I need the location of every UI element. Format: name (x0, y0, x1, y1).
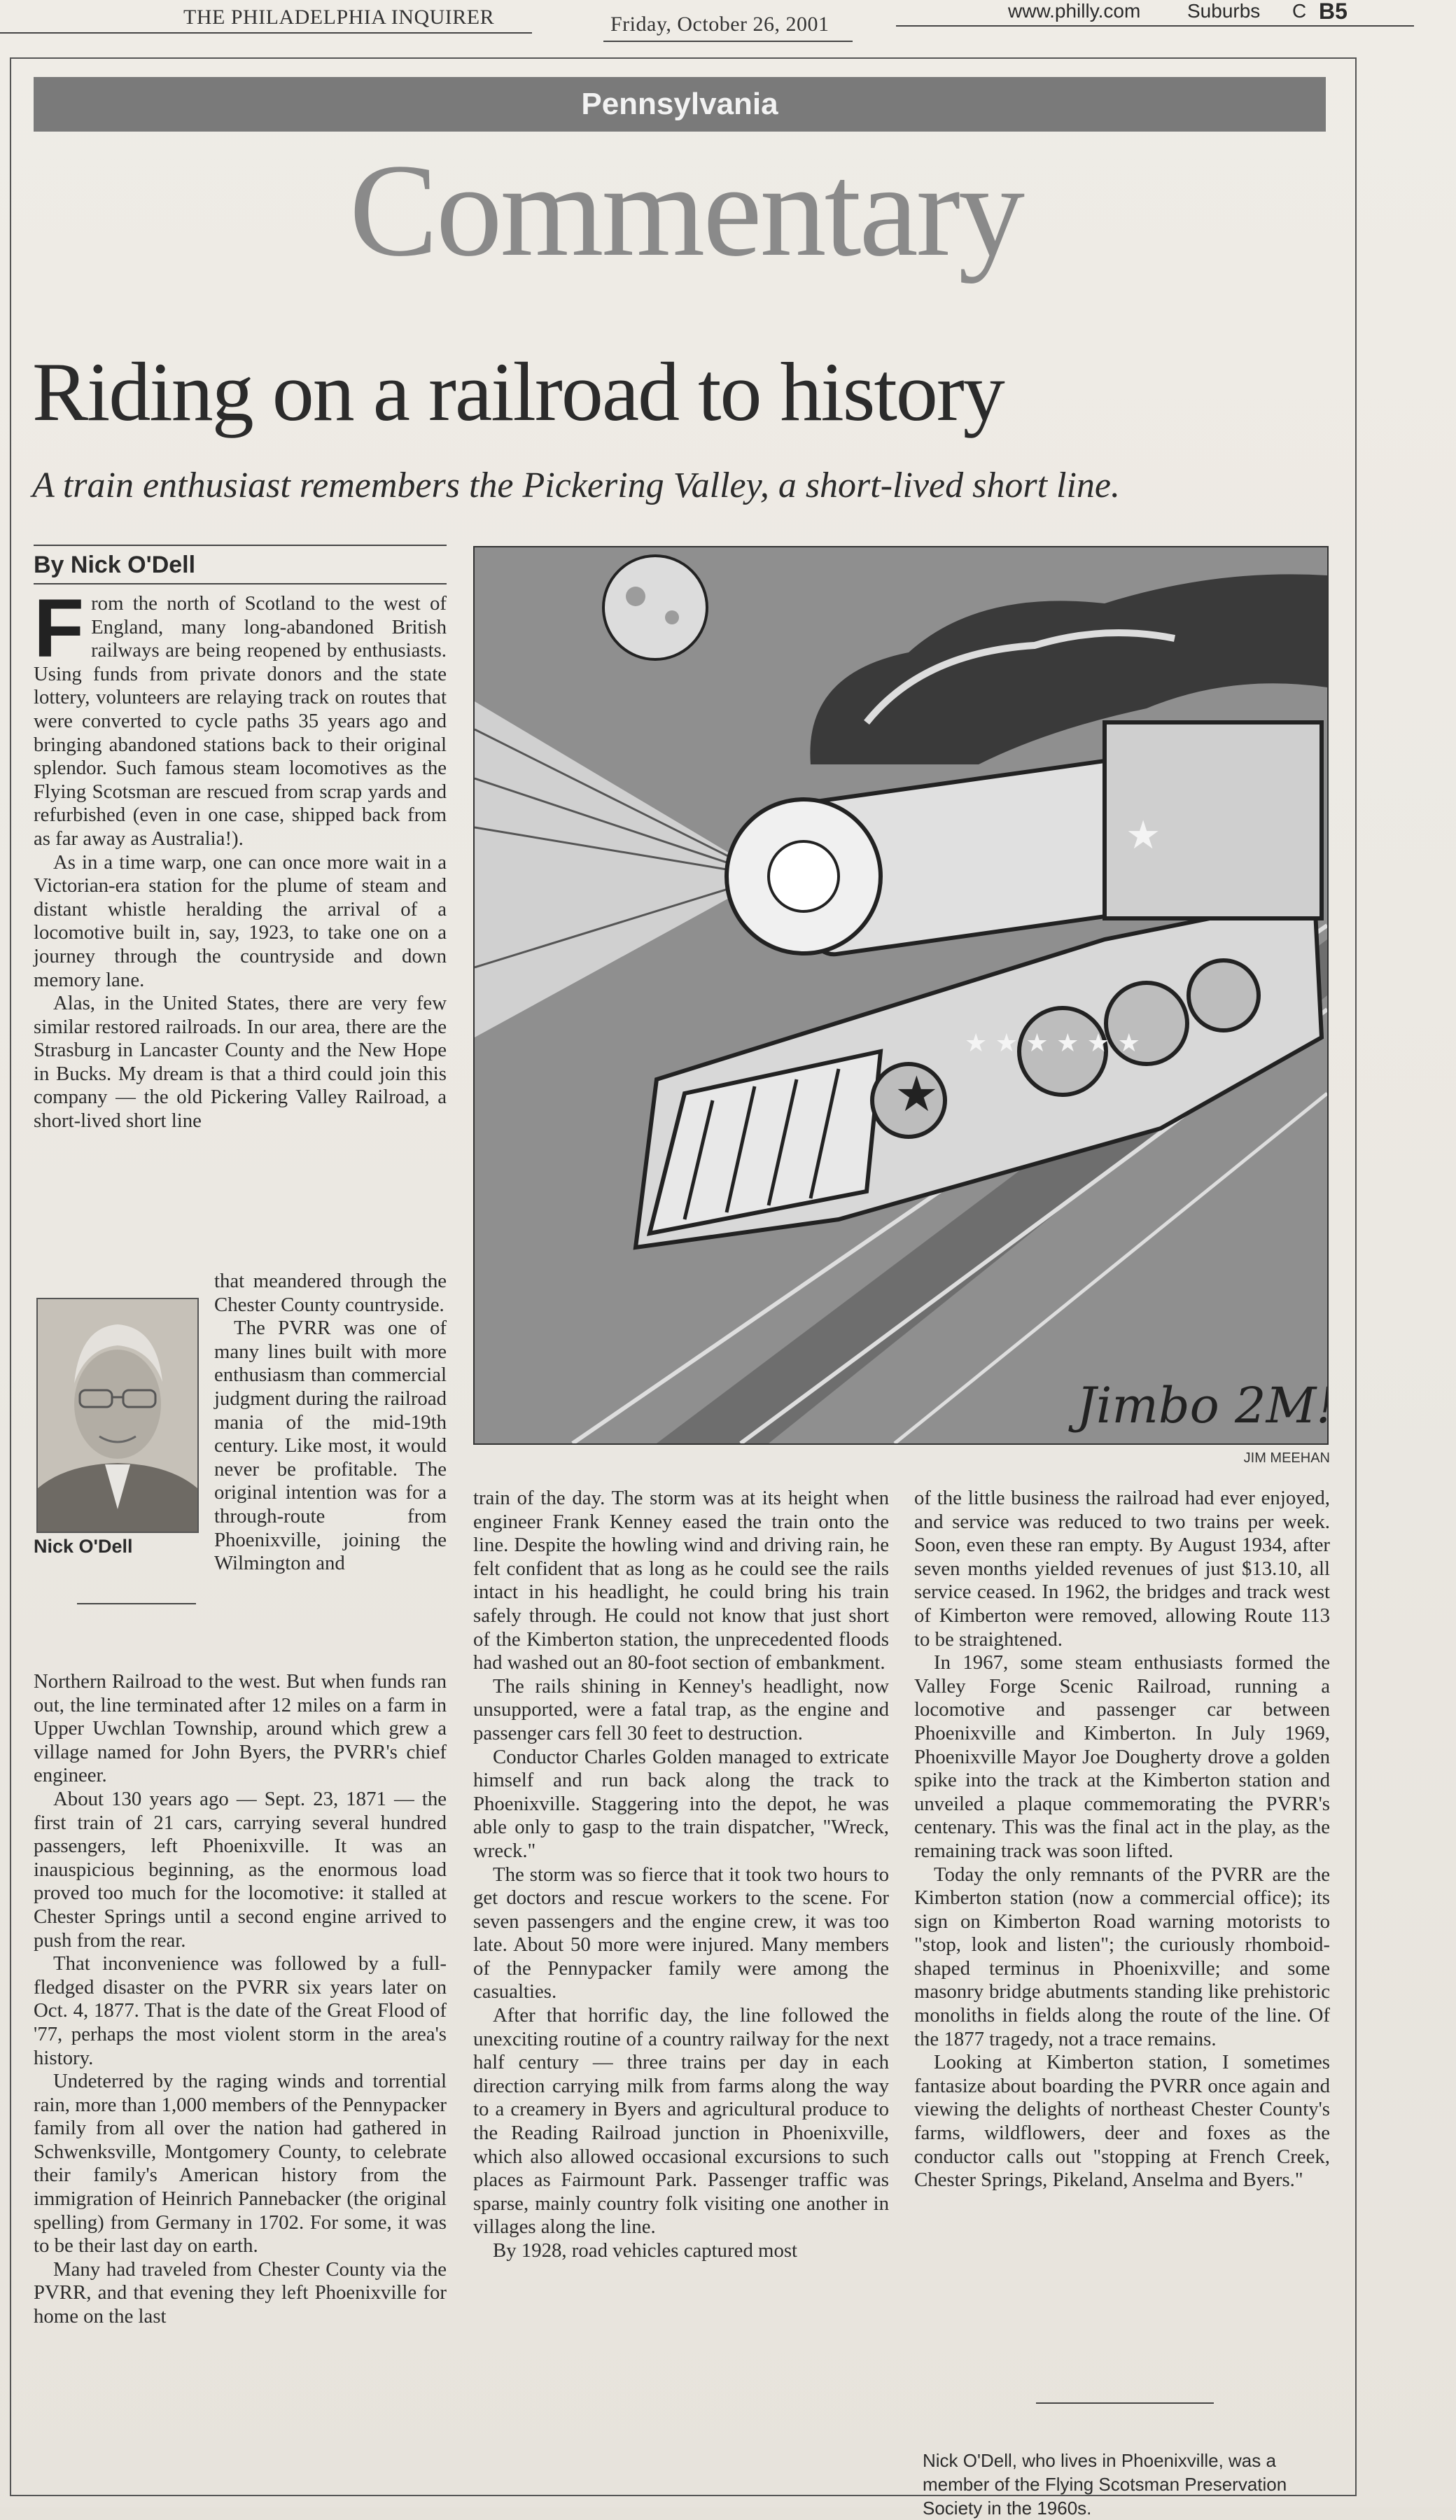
photo-caption: Nick O'Dell (34, 1536, 133, 1557)
paragraph: Alas, in the United States, there are very few similar restored railroads. In our area, there are the Strasburg in Lancaster County and the New Hope in Bucks. My dream is that a third could join this company — the old Pickering Valley Railroad, a short-lived short line (34, 992, 447, 1133)
paragraph: By 1928, road vehicles captured most (493, 2239, 798, 2262)
deck: A train enthusiast remembers the Pickering Valley, a short-lived short line. (32, 465, 1121, 505)
section-header: Commentary (349, 137, 1023, 284)
artist-signature: Jimbo 2M! (1077, 1377, 1327, 1434)
dropcap: F (34, 582, 85, 675)
masthead-page-number: B5 (1319, 0, 1348, 24)
paragraph: train of the day. The storm was at its height when engineer Frank Kenney eased the train onto the line. Despite the howling wind and driving rain, he felt confident that as long as he could see the rails intact in his headlight, he could bring his train safely through. He could not know that just short of the Kimberton station, the unprecedented floods had washed out an 80-foot section of embankment. (473, 1487, 889, 1674)
paragraph: Northern Railroad to the west. But when funds ran out, the line terminated after 12 miles on a farm in Upper Uwchlan Township, around which grew a village named for John Byers, the PVRR's chief engineer. (34, 1670, 447, 1787)
paragraph: of the little business the railroad had ever enjoyed, and service was reduced to two trains per week. Soon, even these ran empty. By August 1934, after seven months yielded revenues of just $13.10, all service ceased. In 1962, the bridges and track west of Kimberton were removed, allowing Route 113 to be straightened. (914, 1487, 1330, 1651)
paragraph: That inconvenience was followed by a full-fledged disaster on the PVRR six years later on Oct. 4, 1877. That is the date of the Great Flood of '77, perhaps the most violent storm in the area's history. (34, 1952, 447, 2069)
masthead-paper-name: THE PHILADELPHIA INQUIRER (183, 6, 495, 29)
moon-icon (603, 556, 707, 659)
svg-text:★: ★ (895, 1065, 939, 1123)
paragraph: About 130 years ago — Sept. 23, 1871 — the first train of 21 cars, carrying several hundred passengers, left Phoenixville. It was an inauspicious beginning, as the enormous load proved too much for the locomotive: it stalled at Chester Springs until a second engine arrived to push from the rear. (34, 1787, 447, 1952)
paragraph: that meandered through the Chester County countryside. (214, 1270, 447, 1316)
paragraph: The rails shining in Kenney's headlight, now unsupported, were a fatal trap, as the engine and passenger cars fell 30 feet to destruction. (473, 1674, 889, 1744)
masthead-url: www.philly.com (1008, 0, 1141, 22)
author-photo (36, 1298, 199, 1533)
column-1-top (34, 582, 447, 1133)
paragraph: As in a time warp, one can once more wait in a Victorian-era station for the plume of steam and distant whistle heralding the arrival of a locomotive built in, say, 1923, to take one on a journey through the countryside and down memory lane. (34, 850, 447, 991)
byline: By Nick O'Dell (34, 545, 447, 584)
paragraph: Today the only remnants of the PVRR are the Kimberton station (now a commercial office); its sign on Kimberton Road warning motorists to "stop, look and listen"; the curiously rhomboid-shaped terminus in Phoenixville; and some masonry bridge abutments standing like prehistoric monoliths in fields along the route of the line. Of the 1877 tragedy, not a trace remains. (914, 1863, 1330, 2050)
paragraph: The storm was so fierce that it took two hours to get doctors and rescue workers to the scene. For seven passengers and the engine crew, it was too late. About 50 more were injured. Many members of the Pennypacker family were among the casualties. (473, 1863, 889, 2003)
svg-text:★: ★ (1126, 813, 1161, 858)
column-1-wrap (214, 1270, 447, 1576)
column-3 (914, 1487, 1330, 2192)
masthead-date: Friday, October 26, 2001 (610, 13, 830, 36)
section-banner: Pennsylvania (34, 77, 1326, 132)
masthead-edition: Suburbs (1187, 0, 1261, 22)
paragraph: In 1967, some steam enthusiasts formed the Valley Forge Scenic Railroad, running a locomotive and passenger car between Phoenixville and Kimberton. In July 1969, Phoenixville Mayor Joe Dougherty drove a golden spike into the track at the Kimberton station and unveiled a plaque commemorating the PVRR's centenary. This was the final act in the play, as the remaining track was soon lifted. (914, 1651, 1330, 1862)
paragraph: The PVRR was one of many lines built with more enthusiasm than commercial judgment during the railroad mania of the mid-19th century. Like most, it would never be profitable. The original intention was for a through-route from Phoenixville, joining the Wilmington and (214, 1317, 447, 1575)
masthead-zone: C (1292, 0, 1307, 22)
column-1-bottom (34, 1670, 447, 2329)
train-illustration (473, 546, 1329, 1445)
paragraph: Undeterred by the raging winds and torrential rain, more than 1,000 members of the Pennypacker family from all over the nation had gathered in Schwenksville, Montgomery County, to celebrate their family's American history from the immigration of Heinrich Pannebacker (the original spelling) from Germany in 1702. For some, it was to be their last day on earth. (34, 2070, 447, 2258)
author-tagline: Nick O'Dell, who lives in Phoenixville, was a member of the Flying Scotsman Preservation Society in the 1960s. (923, 2450, 1287, 2519)
paragraph: Looking at Kimberton station, I sometimes fantasize about boarding the PVRR once again and viewing the delights of northeast Chester County's farms, wildflowers, deer and foxes as the conductor calls out "stopping at French Creek, Chester Springs, Pikeland, Anselma and Byers." (914, 2051, 1330, 2192)
paragraph: rom the north of Scotland to the west of England, many long-abandoned British railways are being reopened by enthusiasts. Using funds from private donors and the state lottery, volunteers are relaying track on routes that were converted to cycle paths 35 years ago and bringing abandoned stations back to their original splendor. Such famous steam locomotives as the Flying Scotsman are rescued from scrap yards and refurbished (even in one case, shipped back from as far away as Australia!). (34, 592, 447, 850)
svg-text:★ ★ ★ ★ ★ ★: ★ ★ ★ ★ ★ ★ (965, 1029, 1140, 1058)
paragraph: Conductor Charles Golden managed to extricate himself and run back along the track to Phoenixville. Staggering into the depot, he was able only to gasp to the train dispatcher, "Wreck, wreck." (473, 1745, 889, 1862)
column-2 (473, 1487, 889, 2263)
headline: Riding on a railroad to history (32, 345, 1004, 438)
illustration-credit: JIM MEEHAN (1243, 1450, 1330, 1466)
paragraph: Many had traveled from Chester County via the PVRR, and that evening they left Phoenixville for home on the last (34, 2258, 447, 2328)
paragraph: After that horrific day, the line followed the unexciting routine of a country railway for the next half century — three trains per day in each direction carrying milk from farms along the way to a creamery in Byers and agricultural produce to the Reading Railroad junction in Phoenixville, which also allowed occasional excursions to such places as Fairmount Park. Passenger traffic was sparse, mainly country folk visiting one another in villages along the line. (473, 2004, 889, 2239)
